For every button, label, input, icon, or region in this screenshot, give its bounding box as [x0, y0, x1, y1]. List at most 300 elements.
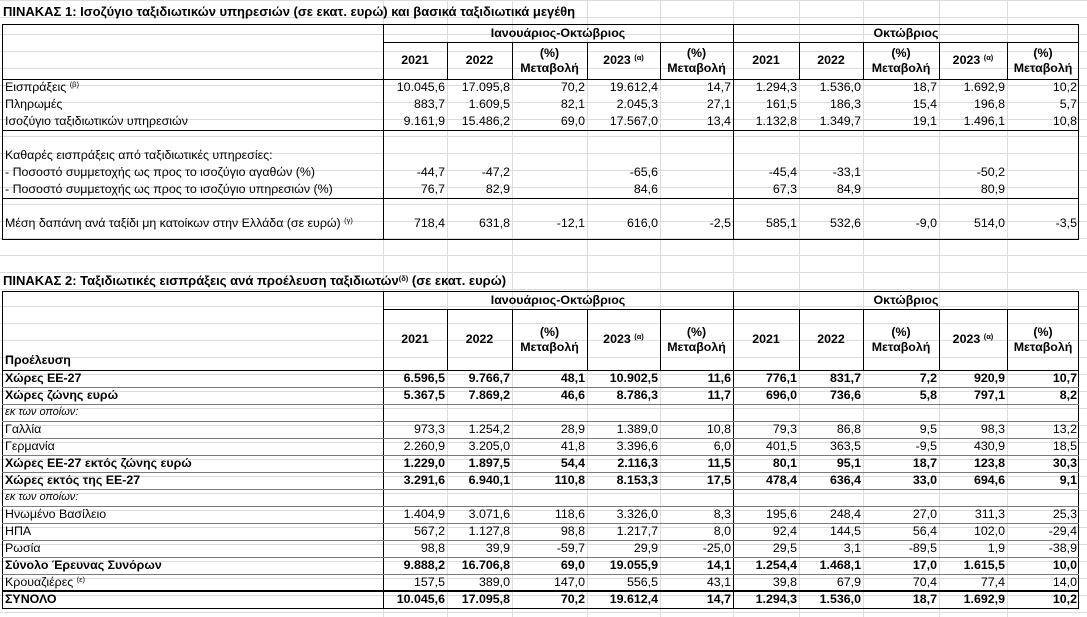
t2-col-header-year	[587, 332, 660, 347]
t2-cell: 8,3	[713, 507, 731, 521]
t2-cell: 1.229,0	[403, 456, 445, 470]
t2-cell: 70,2	[560, 592, 585, 606]
t2-row-label	[2, 574, 85, 591]
gridline	[0, 0, 1087, 1]
change-label: Μεταβολή	[871, 339, 931, 354]
t2-cell: 14,7	[706, 592, 731, 606]
t1-cell: 2.045,3	[616, 97, 658, 111]
t2-cell: 3.291,6	[403, 473, 445, 487]
t2-cell: 123,8	[973, 456, 1005, 470]
t2-cell	[587, 489, 660, 506]
row-label-text: εκ των οποίων:	[5, 406, 79, 418]
t2-cell: 98,8	[560, 524, 585, 538]
t2-cell: 147,0	[553, 575, 585, 589]
t2-cell: 6.596,5	[403, 371, 445, 385]
t1-row-label-receipts	[2, 79, 79, 96]
t2-cell	[660, 489, 733, 506]
t2-col-header-pct	[512, 325, 587, 355]
t2-cell: 8,2	[1059, 388, 1077, 402]
t1-col-header-year	[733, 53, 799, 68]
t1-cell	[512, 164, 587, 181]
row-label-text: Κρουαζιέρες	[5, 575, 74, 589]
t2-cell: 16.706,8	[461, 558, 510, 572]
t1-cell: 27,1	[706, 97, 731, 111]
t2-cell	[733, 489, 799, 506]
t2-col-header-pct	[1007, 325, 1079, 355]
pct-label: (%)	[539, 324, 560, 339]
pct-label: (%)	[686, 45, 707, 60]
t1-cell: 631,8	[478, 216, 510, 230]
t2-cell: -29,4	[1048, 524, 1077, 538]
row-label-text: Χώρες ζώνης ευρώ	[5, 388, 119, 402]
t2-cell: 27,0	[912, 507, 937, 521]
t2-cell: 9,1	[1059, 473, 1077, 487]
t2-cell: 11,5	[707, 456, 731, 470]
gridline	[0, 289, 1087, 290]
t1-cell	[1007, 181, 1079, 198]
t1-cell: 532,6	[829, 216, 861, 230]
t2-row-label	[2, 404, 78, 421]
t1-cell: 70,2	[560, 80, 585, 94]
t2-col-header-pct	[863, 325, 939, 355]
t1-cell: -12,1	[556, 216, 585, 230]
year-label: 2021	[401, 331, 429, 346]
t1-cell: 1.132,8	[755, 114, 797, 128]
t2-cell: 54,4	[560, 456, 585, 470]
t2-cell	[447, 489, 512, 506]
t2-cell: 797,1	[973, 388, 1005, 402]
t1-cell: 19,1	[912, 114, 937, 128]
t2-row-label	[2, 387, 118, 404]
t2-cell: 29,9	[633, 541, 658, 555]
row-label-text: ΗΠΑ	[5, 524, 32, 538]
t2-cell	[383, 404, 447, 421]
t2-cell	[587, 404, 660, 421]
t1-cell: 82,9	[485, 182, 510, 196]
t2-cell: 973,3	[413, 422, 445, 436]
t2-cell	[799, 404, 863, 421]
row-label-text: Γαλλία	[5, 422, 42, 436]
t1-cell: 84,6	[633, 182, 658, 196]
t2-row-label	[2, 370, 81, 387]
t2-period1-header: Ιανουάριος-Οκτώβριος	[490, 293, 626, 307]
row-label-text: Εισπράξεις	[5, 80, 67, 94]
t1-row-label-pct_goods	[2, 164, 315, 181]
t1-cell: -65,6	[629, 165, 658, 179]
t1-cell	[1007, 164, 1079, 181]
t2-cell: 19.055,9	[609, 558, 658, 572]
t2-cell: 3.071,6	[468, 507, 510, 521]
t1-cell: 10,8	[1052, 114, 1077, 128]
year-label: 2023	[603, 52, 631, 67]
t1-row-label-net_header	[2, 147, 273, 164]
t2-cell: 7,2	[919, 371, 937, 385]
t2-cell	[1007, 404, 1079, 421]
t1-cell: 585,1	[765, 216, 797, 230]
t2-cell: 56,4	[912, 524, 937, 538]
change-label: Μεταβολή	[520, 339, 579, 354]
year-label: 2022	[465, 52, 494, 67]
t2-cell: 98,3	[980, 422, 1005, 436]
year-label: 2021	[401, 52, 429, 67]
t2-cell: 14,0	[1052, 575, 1077, 589]
t1-col-header-pct	[660, 46, 733, 76]
t2-row-label	[2, 489, 78, 506]
t1-cell	[660, 164, 733, 181]
t2-cell	[1007, 489, 1079, 506]
t1-cell: 14,7	[706, 80, 731, 94]
t2-cell	[660, 404, 733, 421]
t2-cell: 1.468,1	[819, 558, 861, 572]
t1-row-label-balance	[2, 113, 188, 130]
t1-cell: -3,5	[1055, 216, 1077, 230]
t2-cell: 3,1	[843, 541, 861, 555]
t1-cell: -50,2	[976, 165, 1005, 179]
t1-cell: 1.536,0	[819, 80, 861, 94]
t2-cell: 118,6	[554, 507, 585, 521]
t2-cell: 25,3	[1052, 507, 1077, 521]
year-label: 2022	[817, 52, 845, 67]
t2-cell: 98,8	[420, 541, 445, 555]
t1-cell: 80,9	[980, 182, 1005, 196]
t1-cell: 13,4	[706, 114, 731, 128]
t2-cell: 363,5	[829, 439, 861, 453]
t2-cell: 39,9	[485, 541, 510, 555]
t2-cell: 17.095,8	[461, 592, 510, 606]
t1-cell: 161,5	[765, 97, 797, 111]
t2-col-header-year	[939, 332, 1007, 347]
pct-label: (%)	[891, 324, 911, 339]
t2-cell	[733, 404, 799, 421]
t1-period2-header: Οκτώβριος	[873, 26, 939, 40]
t2-cell: 19.612,4	[609, 592, 658, 606]
t2-cell: 39,8	[772, 575, 797, 589]
t2-cell	[447, 404, 512, 421]
t2-col-header-year	[799, 332, 863, 347]
t2-cell: 1.254,2	[468, 422, 510, 436]
t1-cell: 19.612,4	[609, 80, 658, 94]
t2-cell: -89,5	[908, 541, 937, 555]
t1-cell: 15,4	[912, 97, 937, 111]
row-label-text: - Ποσοστό συμμετοχής ως προς το ισοζύγιο υπηρεσιών (%)	[5, 182, 333, 196]
t2-cell: 86,8	[836, 422, 861, 436]
t2-cell: 6.940,1	[468, 473, 510, 487]
t2-cell: -25,0	[702, 541, 731, 555]
row-label-text: Χώρες ΕΕ-27 εκτός ζώνης ευρώ	[5, 456, 192, 470]
t1-cell: 1.496,1	[963, 114, 1005, 128]
t1-cell: 17.567,0	[609, 114, 658, 128]
change-label: Μεταβολή	[520, 60, 579, 75]
t2-cell: 67,9	[836, 575, 861, 589]
t2-cell: 556,5	[626, 575, 658, 589]
t1-col-header-pct	[512, 46, 587, 76]
t2-cell: 18,5	[1052, 439, 1077, 453]
t1-cell: -2,5	[709, 216, 731, 230]
t2-cell: 30,3	[1052, 456, 1077, 470]
t2-cell: 1.254,4	[755, 558, 797, 572]
t2-cell: -9,5	[915, 439, 937, 453]
year-label: 2021	[752, 331, 780, 346]
t2-cell: 41,8	[560, 439, 585, 453]
t2-cell: 10.045,6	[396, 592, 445, 606]
row-label-text: ΣΥΝΟΛΟ	[5, 592, 57, 606]
t1-col-header-year	[383, 53, 447, 68]
t1-cell: -33,1	[832, 165, 861, 179]
t1-cell: 718,4	[413, 216, 445, 230]
year-label: 2022	[817, 331, 845, 346]
t1-cell: 1.609,5	[468, 97, 510, 111]
pct-label: (%)	[1033, 324, 1053, 339]
t1-row-divider	[2, 198, 1079, 199]
t2-origin-header: Προέλευση	[5, 353, 71, 367]
t2-cell: 248,4	[829, 507, 861, 521]
t2-cell: 389,0	[478, 575, 510, 589]
t2-row-label	[2, 455, 192, 472]
t1-cell	[863, 164, 939, 181]
gridline	[0, 255, 1087, 256]
year-label: 2023	[952, 52, 981, 67]
table1-title: ΠΙΝΑΚΑΣ 1: Ισοζύγιο ταξιδιωτικών υπηρεσιών (σε εκατ. ευρώ) και βασικά ταξιδιωτικά μεγέθη	[3, 4, 576, 19]
t2-col-header-year	[383, 332, 447, 347]
t1-cell	[512, 181, 587, 198]
t2-cell: 3.326,0	[616, 507, 658, 521]
t1-period1-header: Ιανουάριος-Οκτώβριος	[490, 26, 626, 40]
change-label: Μεταβολή	[667, 60, 726, 75]
t2-cell: 17,0	[912, 558, 937, 572]
t2-cell: 1.897,5	[468, 456, 510, 470]
t2-cell: 1.389,0	[616, 422, 658, 436]
t2-cell: 696,0	[765, 388, 797, 402]
t2-cell: 79,3	[772, 422, 797, 436]
pct-label: (%)	[539, 45, 560, 60]
t2-row-label	[2, 523, 31, 540]
t1-cell: 67,3	[772, 182, 797, 196]
year-label: 2022	[465, 331, 494, 346]
t2-cell: 2.260,9	[403, 439, 445, 453]
t2-cell: 70,4	[912, 575, 937, 589]
t1-cell: 616,0	[626, 216, 658, 230]
t2-cell: 5.367,5	[403, 388, 445, 402]
t1-col-header-pct	[863, 46, 939, 76]
t2-cell	[383, 489, 447, 506]
pct-label: (%)	[891, 45, 911, 60]
t2-cell: 8,0	[713, 524, 731, 538]
t2-cell: 776,1	[765, 371, 797, 385]
row-label-text: Μέση δαπάνη ανά ταξίδι μη κατοίκων στην Ελλάδα (σε ευρώ)	[5, 216, 341, 230]
gridline	[0, 612, 1087, 613]
t2-cell: 6,0	[713, 439, 731, 453]
t2-cell	[939, 489, 1007, 506]
row-label-text: Ισοζύγιο ταξιδιωτικών υπηρεσιών	[5, 114, 188, 128]
t1-cell: 514,0	[973, 216, 1005, 230]
t1-cell: 10.045,6	[396, 80, 445, 94]
t2-cell	[939, 404, 1007, 421]
year-label: 2023	[603, 331, 631, 346]
t1-row-label-payments	[2, 96, 62, 113]
t1-cell: 84,9	[836, 182, 861, 196]
t1-cell	[863, 181, 939, 198]
footnote-marker: (α)	[983, 52, 994, 62]
change-label: Μεταβολή	[667, 339, 726, 354]
t2-cell: 8.786,3	[616, 388, 658, 402]
row-label-text: - Ποσοστό συμμετοχής ως προς το ισοζύγιο αγαθών (%)	[5, 165, 315, 179]
t2-cell: 14,1	[706, 558, 731, 572]
row-label-text: Ρωσία	[5, 541, 41, 555]
t2-cell: 2.116,3	[617, 456, 658, 470]
t1-cell: 186,3	[829, 97, 861, 111]
year-label: 2021	[752, 52, 780, 67]
t1-cell: 1.349,7	[819, 114, 861, 128]
t2-cell: 195,6	[765, 507, 797, 521]
t2-cell: 636,4	[829, 473, 861, 487]
t2-cell: 8.153,3	[616, 473, 658, 487]
t2-cell: 311,3	[974, 507, 1005, 521]
t2-cell: 694,6	[973, 473, 1005, 487]
t2-col-header-year	[733, 332, 799, 347]
t1-row-label-pct_services	[2, 181, 333, 198]
change-label: Μεταβολή	[871, 60, 931, 75]
t2-row-label	[2, 438, 55, 455]
pct-label: (%)	[1033, 45, 1053, 60]
t2-cell: 10,0	[1052, 558, 1077, 572]
footnote-marker: (α)	[634, 52, 644, 62]
t2-row-label	[2, 472, 140, 489]
t2-cell: 1.294,3	[755, 592, 797, 606]
t1-cell: 883,7	[413, 97, 445, 111]
t1-cell: 5,7	[1059, 97, 1077, 111]
footnote-marker: (α)	[634, 331, 644, 341]
footnote-marker: (α)	[983, 331, 994, 341]
t1-cell: -9,0	[915, 216, 937, 230]
t1-row-divider	[2, 130, 1079, 131]
t2-period2-header: Οκτώβριος	[873, 293, 939, 307]
t2-col-header-pct	[660, 325, 733, 355]
t1-cell: 196,8	[973, 97, 1005, 111]
t1-cell: 15.486,2	[461, 114, 510, 128]
t2-cell: 69,0	[560, 558, 585, 572]
footnote-marker: (β)	[69, 80, 79, 89]
t2-cell: 33,0	[912, 473, 937, 487]
t2-cell: 11,6	[707, 371, 731, 385]
row-label-text: εκ των οποίων:	[5, 491, 79, 503]
t2-cell: 401,5	[765, 439, 797, 453]
t2-cell: 157,5	[413, 575, 445, 589]
t1-cell: 1.692,9	[963, 80, 1005, 94]
t2-cell: 1.615,5	[963, 558, 1005, 572]
t2-cell: 1.217,7	[616, 524, 658, 538]
t2-cell: 102,0	[973, 524, 1005, 538]
t2-cell	[512, 404, 587, 421]
t2-cell: 11,7	[707, 388, 731, 402]
t2-row-label	[2, 506, 106, 523]
t2-cell: 144,5	[829, 524, 861, 538]
t2-cell	[863, 404, 939, 421]
t2-cell: 1.692,9	[963, 592, 1005, 606]
t2-cell: 95,1	[836, 456, 861, 470]
t1-cell: 10,2	[1052, 80, 1077, 94]
t1-cell: -45,4	[768, 165, 797, 179]
t1-cell: 18,7	[912, 80, 937, 94]
t1-col-header-year	[939, 53, 1007, 68]
t2-cell: 9.888,2	[403, 558, 445, 572]
t2-cell: 28,9	[560, 422, 585, 436]
t2-cell	[863, 489, 939, 506]
t2-cell: 9.766,7	[468, 371, 510, 385]
t2-cell: 567,2	[413, 524, 445, 538]
t1-cell: 17.095,8	[461, 80, 510, 94]
t2-cell	[799, 489, 863, 506]
t2-cell: 18,7	[912, 456, 937, 470]
t2-cell: 9,5	[919, 422, 937, 436]
t2-row-label	[2, 557, 162, 574]
t2-cell: 13,2	[1052, 422, 1077, 436]
change-label: Μεταβολή	[1013, 60, 1073, 75]
t2-row-label	[2, 540, 41, 557]
row-label-text: Χώρες ΕΕ-27	[5, 371, 82, 385]
t2-cell: 478,4	[765, 473, 797, 487]
t2-cell: 10,2	[1052, 592, 1077, 606]
t2-cell: 18,7	[912, 592, 937, 606]
t1-cell	[660, 181, 733, 198]
t2-cell: 1.404,9	[403, 507, 445, 521]
t2-cell: 46,6	[560, 388, 585, 402]
t2-cell: 92,4	[772, 524, 797, 538]
t2-cell: 1.127,8	[468, 524, 510, 538]
t1-col-header-year	[799, 53, 863, 68]
t2-cell: 43,1	[706, 575, 731, 589]
t2-cell: 10.902,5	[609, 371, 658, 385]
t2-cell: -38,9	[1048, 541, 1077, 555]
t2-cell: 1.536,0	[819, 592, 861, 606]
row-label-text: Γερμανία	[5, 439, 55, 453]
row-label-text: Χώρες εκτός της ΕΕ-27	[5, 473, 141, 487]
t2-cell: 3.396,6	[616, 439, 658, 453]
t2-cell: 110,8	[554, 473, 585, 487]
t2-cell	[512, 489, 587, 506]
t2-cell: 430,9	[973, 439, 1005, 453]
t2-cell: 48,1	[560, 371, 585, 385]
t1-cell: 1.294,3	[755, 80, 797, 94]
t1-col-header-pct	[1007, 46, 1079, 76]
footnote-marker: (ε)	[76, 575, 85, 584]
row-label-text: Ηνωμένο Βασίλειο	[5, 507, 107, 521]
row-label-text: Σύνολο Έρευνας Συνόρων	[5, 558, 162, 572]
t1-cell: 69,0	[560, 114, 585, 128]
year-label: 2023	[952, 331, 981, 346]
t1-cell: 9.161,9	[403, 114, 445, 128]
t2-cell: 736,6	[829, 388, 861, 402]
t2-cell: 10,8	[706, 422, 731, 436]
t2-cell: 80,1	[772, 456, 797, 470]
t2-cell: 1,9	[987, 541, 1005, 555]
t2-cell: 29,5	[772, 541, 797, 555]
t1-col-header-year	[587, 53, 660, 68]
t2-cell: 17,5	[706, 473, 731, 487]
t2-row-label	[2, 421, 41, 438]
t1-cell: 76,7	[420, 182, 445, 196]
t2-cell: 77,4	[980, 575, 1005, 589]
t1-row-label-avg_spend	[2, 215, 353, 232]
t1-col-header-year	[447, 53, 512, 68]
row-label-text: Καθαρές εισπράξεις από ταξιδιωτικές υπηρεσίες:	[5, 148, 273, 162]
t1-cell: 82,1	[560, 97, 585, 111]
footnote-marker: (γ)	[344, 216, 353, 225]
t1-cell: -44,7	[416, 165, 445, 179]
row-label-text: Πληρωμές	[5, 97, 63, 111]
t2-col-header-year	[447, 332, 512, 347]
t2-cell: 3.205,0	[468, 439, 510, 453]
pct-label: (%)	[686, 324, 707, 339]
